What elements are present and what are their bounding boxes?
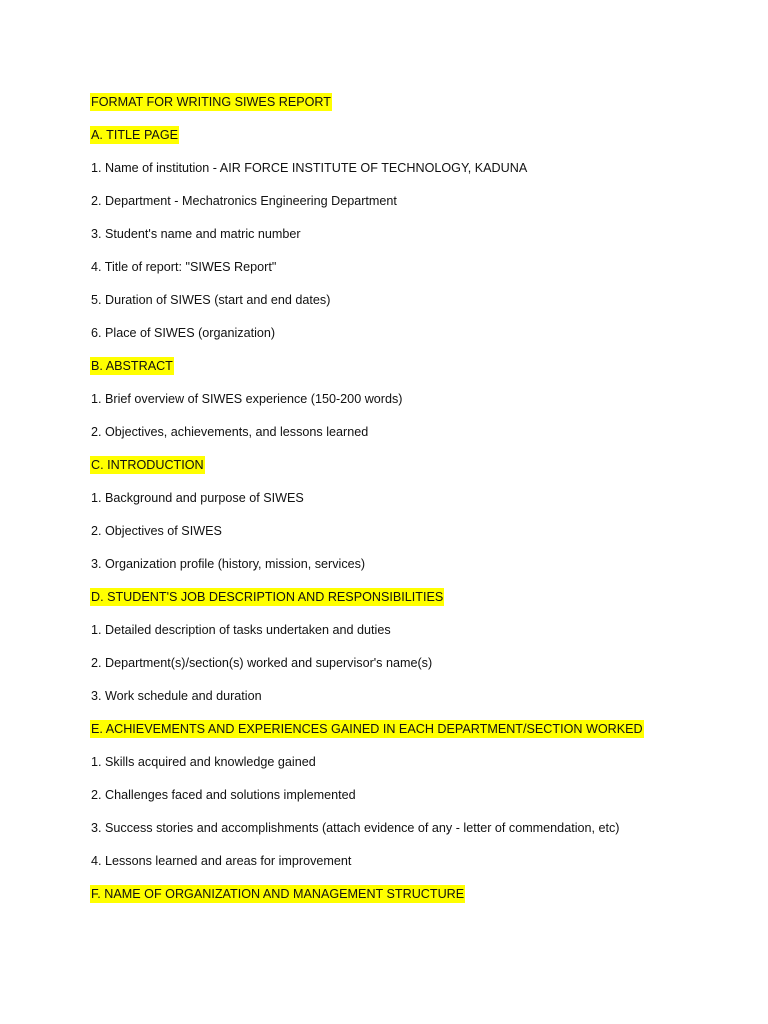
highlighted-heading-text: B. ABSTRACT [91, 359, 173, 373]
list-item [90, 225, 730, 258]
section-heading [90, 588, 730, 621]
list-item [90, 390, 730, 423]
list-item [90, 786, 730, 819]
list-item-text: 4. Title of report: "SIWES Report" [91, 260, 277, 274]
list-item [90, 291, 730, 324]
section-heading [90, 720, 730, 753]
list-item [90, 522, 730, 555]
document-content [90, 93, 730, 918]
list-item-text: 1. Skills acquired and knowledge gained [91, 755, 316, 769]
list-item-text: 1. Background and purpose of SIWES [91, 491, 304, 505]
list-item-text: 2. Objectives of SIWES [91, 524, 222, 538]
highlighted-heading-text: D. STUDENT'S JOB DESCRIPTION AND RESPONSIBILITIES [91, 590, 444, 604]
list-item [90, 687, 730, 720]
list-item-text: 2. Objectives, achievements, and lessons learned [91, 425, 369, 439]
list-item [90, 555, 730, 588]
section-heading [90, 93, 730, 126]
list-item-text: 4. Lessons learned and areas for improvement [91, 854, 352, 868]
highlighted-heading-text: E. ACHIEVEMENTS AND EXPERIENCES GAINED IN EACH DEPARTMENT/SECTION WORKED [91, 722, 643, 736]
list-item [90, 258, 730, 291]
list-item [90, 753, 730, 786]
highlighted-heading-text: C. INTRODUCTION [91, 458, 204, 472]
list-item-text: 1. Name of institution - AIR FORCE INSTITUTE OF TECHNOLOGY, KADUNA [91, 161, 528, 175]
list-item [90, 489, 730, 522]
list-item-text: 6. Place of SIWES (organization) [91, 326, 276, 340]
list-item [90, 324, 730, 357]
section-heading [90, 885, 730, 918]
list-item [90, 654, 730, 687]
list-item [90, 819, 730, 852]
list-item-text: 1. Brief overview of SIWES experience (150-200 words) [91, 392, 403, 406]
list-item [90, 192, 730, 225]
list-item [90, 852, 730, 885]
list-item-text: 3. Student's name and matric number [91, 227, 301, 241]
list-item [90, 621, 730, 654]
list-item-text: 3. Organization profile (history, mission, services) [91, 557, 366, 571]
list-item-text: 2. Department(s)/section(s) worked and supervisor's name(s) [91, 656, 433, 670]
section-heading [90, 456, 730, 489]
section-heading [90, 126, 730, 159]
list-item-text: 1. Detailed description of tasks undertaken and duties [91, 623, 391, 637]
highlighted-heading-text: FORMAT FOR WRITING SIWES REPORT [91, 95, 331, 109]
highlighted-heading-text: F. NAME OF ORGANIZATION AND MANAGEMENT STRUCTURE [91, 887, 465, 901]
list-item-text: 3. Success stories and accomplishments (attach evidence of any - letter of commendation, etc) [91, 821, 620, 835]
list-item-text: 5. Duration of SIWES (start and end dates) [91, 293, 331, 307]
list-item [90, 423, 730, 456]
list-item-text: 2. Department - Mechatronics Engineering Department [91, 194, 397, 208]
list-item-text: 3. Work schedule and duration [91, 689, 262, 703]
list-item [90, 159, 730, 192]
list-item-text: 2. Challenges faced and solutions implemented [91, 788, 356, 802]
highlighted-heading-text: A. TITLE PAGE [91, 128, 179, 142]
section-heading [90, 357, 730, 390]
